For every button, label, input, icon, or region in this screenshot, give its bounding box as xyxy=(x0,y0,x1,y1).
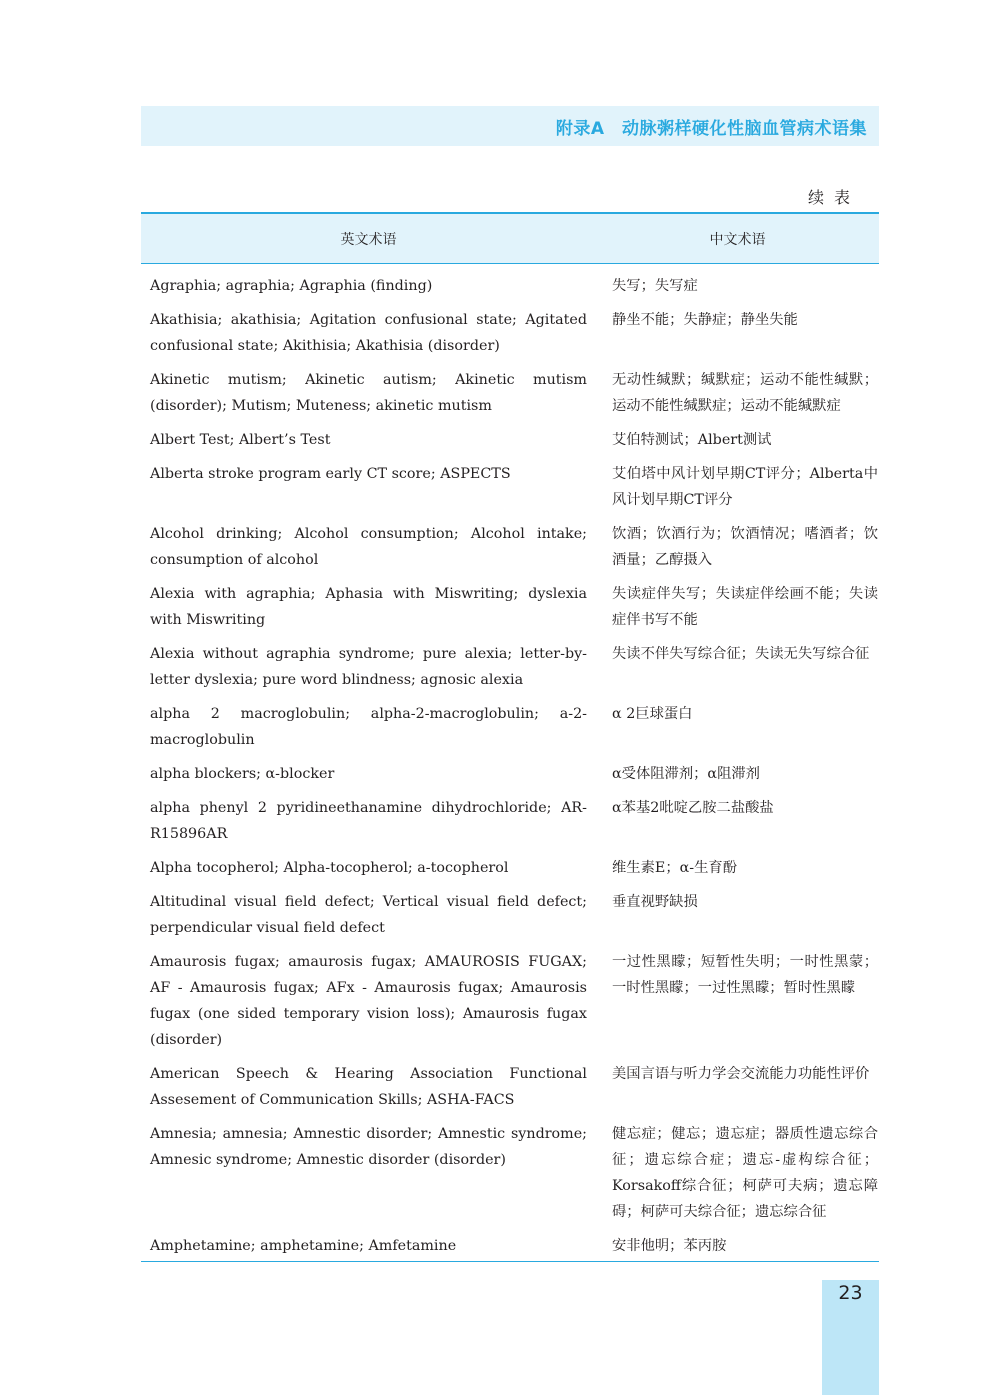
english-term-cell: Alcohol drinking; Alcohol consumption; Alcohol intake; consumption of alcohol xyxy=(150,526,587,568)
chinese-term-cell: 维生素E；α-生育酚 xyxy=(612,860,737,876)
table-row xyxy=(141,889,879,941)
chinese-term-cell: 失写；失写症 xyxy=(612,278,698,294)
row-gap xyxy=(141,299,879,307)
running-header xyxy=(141,106,879,146)
table-row xyxy=(141,521,879,573)
english-term-cell: Alexia with agraphia; Aphasia with Miswriting; dyslexia with Miswriting xyxy=(150,586,587,628)
row-gap xyxy=(141,787,879,795)
running-header-title: 附录A 动脉粥样硬化性脑血管病术语集 xyxy=(555,119,867,139)
chinese-term-cell: 安非他明；苯丙胺 xyxy=(612,1238,727,1254)
row-gap xyxy=(141,1053,879,1061)
row-gap xyxy=(141,513,879,521)
english-term-cell: Amaurosis fugax; amaurosis fugax; AMAUROSIS FUGAX; AF - Amaurosis fugax; AFx - Amaurosis fugax; Amaurosis fugax (one sided temporary vision loss); Amaurosis fugax (disorder) xyxy=(150,954,587,1048)
table-row xyxy=(141,949,879,1053)
english-term-cell: American Speech & Hearing Association Functional Assesement of Communication Skills; ASHA-FACS xyxy=(150,1066,587,1108)
chinese-term-cell: 无动性缄默；缄默症；运动不能性缄默；运动不能性缄默症；运动不能缄默症 xyxy=(612,372,878,414)
row-gap xyxy=(141,941,879,949)
chinese-term-cell: α受体阻滞剂；α阻滞剂 xyxy=(612,766,760,782)
table-body xyxy=(141,264,879,1261)
english-term-cell: Albert Test; Albert’s Test xyxy=(150,432,331,448)
english-term-cell: Amnesia; amnesia; Amnestic disorder; Amnestic syndrome; Amnesic syndrome; Amnestic disorder (disorder) xyxy=(150,1126,587,1168)
row-gap xyxy=(141,1113,879,1121)
english-term-cell: Alpha tocopherol; Alpha-tocopherol; a-tocopherol xyxy=(150,860,509,876)
table-row xyxy=(141,461,879,513)
english-term-cell: Alexia without agraphia syndrome; pure alexia; letter-by-letter dyslexia; pure word blindness; agnosic alexia xyxy=(150,646,587,688)
table-row xyxy=(141,761,879,787)
row-gap xyxy=(141,573,879,581)
english-term-cell: Altitudinal visual field defect; Vertical visual field defect; perpendicular visual field defect xyxy=(150,894,587,936)
table-row xyxy=(141,641,879,693)
chinese-term-cell: 垂直视野缺损 xyxy=(612,894,698,910)
chinese-term-cell: 艾伯塔中风计划早期CT评分；Alberta中风计划早期CT评分 xyxy=(612,466,878,508)
table-row xyxy=(141,307,879,359)
page-number: 23 xyxy=(838,1282,863,1304)
english-term-cell: alpha blockers; α-blocker xyxy=(150,766,335,782)
row-gap xyxy=(141,881,879,889)
row-gap xyxy=(141,693,879,701)
table-row xyxy=(141,701,879,753)
table-row xyxy=(141,1121,879,1225)
english-term-cell: Akathisia; akathisia; Agitation confusional state; Agitated confusional state; Akithisia; Akathisia (disorder) xyxy=(150,312,587,354)
row-gap xyxy=(141,1225,879,1233)
terminology-table xyxy=(141,212,879,1262)
english-term-cell: Alberta stroke program early CT score; ASPECTS xyxy=(150,466,511,482)
chinese-term-cell: 饮酒；饮酒行为；饮酒情况；嗜酒者；饮酒量；乙醇摄入 xyxy=(612,526,878,568)
chinese-term-cell: 失读症伴失写；失读症伴绘画不能；失读症伴书写不能 xyxy=(612,586,878,628)
english-term-cell: Amphetamine; amphetamine; Amfetamine xyxy=(150,1238,457,1254)
continued-label: 续表 xyxy=(807,188,860,207)
chinese-term-cell: α苯基2吡啶乙胺二盐酸盐 xyxy=(612,800,774,816)
table-row xyxy=(141,273,879,299)
chinese-term-cell: 一过性黑矇；短暂性失明；一时性黑蒙；一时性黑矇；一过性黑矇；暂时性黑矇 xyxy=(612,954,878,996)
chinese-term-cell: 艾伯特测试；Albert测试 xyxy=(612,432,772,448)
column-header-chinese: 中文术语 xyxy=(709,231,766,248)
row-gap xyxy=(141,633,879,641)
page-number-tab xyxy=(822,1280,879,1395)
table-row xyxy=(141,367,879,419)
chinese-term-cell: 健忘症；健忘；遗忘症；器质性遗忘综合征；遗忘综合症；遗忘-虚构综合征；Korsakoff综合征；柯萨可夫病；遗忘障碍；柯萨可夫综合征；遗忘综合征 xyxy=(612,1126,878,1220)
row-gap xyxy=(141,453,879,461)
table-row xyxy=(141,581,879,633)
table-row xyxy=(141,427,879,453)
english-term-cell: alpha phenyl 2 pyridineethanamine dihydrochloride; AR-R15896AR xyxy=(150,800,587,842)
row-gap xyxy=(141,847,879,855)
table-row xyxy=(141,1061,879,1113)
table-row xyxy=(141,1233,879,1259)
table-row xyxy=(141,855,879,881)
row-gap xyxy=(141,419,879,427)
chinese-term-cell: 美国言语与听力学会交流能力功能性评价 xyxy=(612,1066,870,1082)
english-term-cell: Akinetic mutism; Akinetic autism; Akinetic mutism (disorder); Mutism; Muteness; akinetic mutism xyxy=(150,372,587,414)
table-row xyxy=(141,795,879,847)
chinese-term-cell: α 2巨球蛋白 xyxy=(612,706,693,722)
chinese-term-cell: 静坐不能；失静症；静坐失能 xyxy=(612,312,798,328)
row-gap xyxy=(141,753,879,761)
chinese-term-cell: 失读不伴失写综合征；失读无失写综合征 xyxy=(612,646,870,662)
row-gap xyxy=(141,359,879,367)
english-term-cell: alpha 2 macroglobulin; alpha-2-macroglobulin; a-2-macroglobulin xyxy=(150,706,587,748)
column-header-english: 英文术语 xyxy=(340,231,397,248)
table-header xyxy=(141,214,879,264)
english-term-cell: Agraphia; agraphia; Agraphia (finding) xyxy=(150,278,433,294)
